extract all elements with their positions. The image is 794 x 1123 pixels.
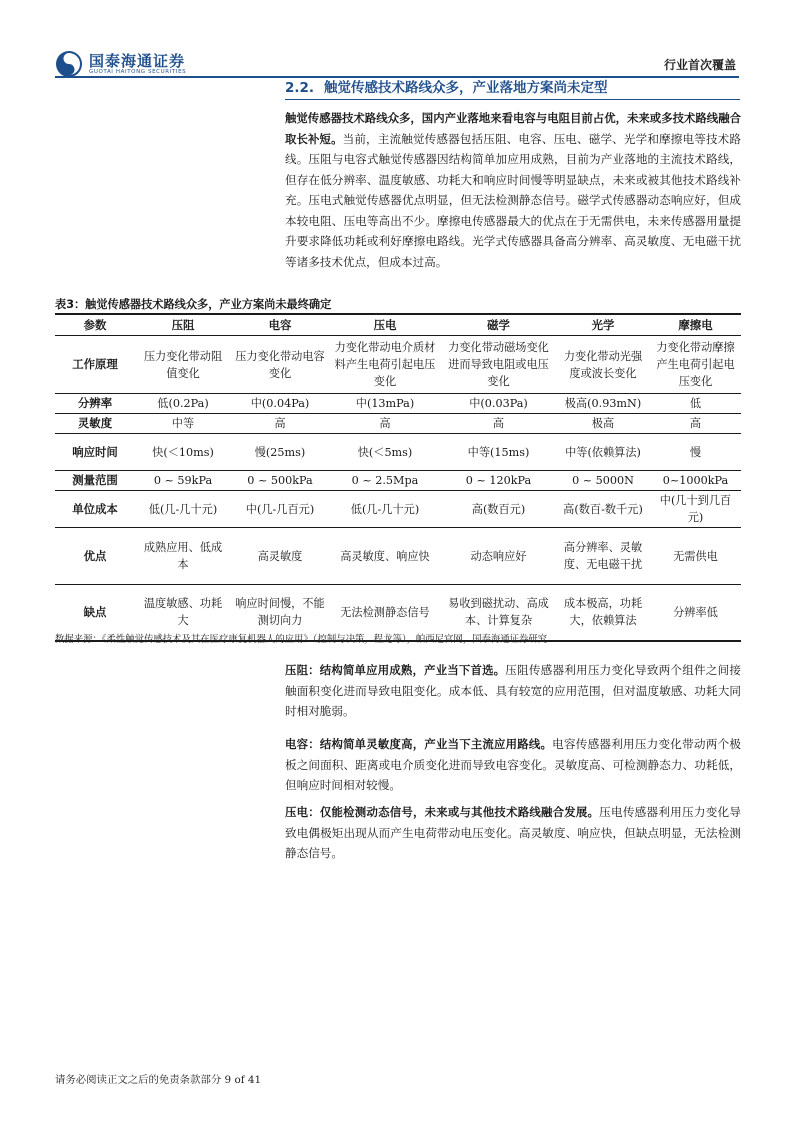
table-cell: 快(＜5ms) bbox=[357, 445, 413, 459]
section-divider bbox=[285, 99, 740, 100]
table-cell: 无法检测静态信号 bbox=[340, 605, 430, 619]
table-row bbox=[55, 336, 741, 394]
table-cell: 高 bbox=[492, 417, 505, 430]
row-label: 响应时间 bbox=[72, 444, 118, 459]
report-type-label: 行业首次覆盖 bbox=[663, 58, 736, 72]
table-cell: 分辨率低 bbox=[673, 605, 718, 619]
intro-paragraph bbox=[285, 108, 741, 272]
table-row bbox=[55, 528, 741, 585]
table-cell: 高(数百-数千元) bbox=[563, 502, 643, 516]
page-header bbox=[0, 0, 794, 80]
column-header: 参数 bbox=[55, 314, 135, 336]
table-cell: 压力变化带动电容变化 bbox=[235, 349, 325, 380]
table-cell: 快(＜10ms) bbox=[152, 445, 214, 459]
table-cell: 中(几十到几百元) bbox=[659, 494, 732, 524]
table-cell: 低(0.2Pa) bbox=[157, 397, 209, 410]
table-cell: 温度敏感、功耗大 bbox=[143, 597, 223, 628]
table-cell: 低(几-几十元) bbox=[350, 502, 420, 516]
detail-lead: 电容：结构简单灵敏度高，产业当下主流应用路线。 bbox=[285, 737, 553, 751]
column-header: 压阻 bbox=[135, 314, 231, 336]
table-row bbox=[55, 434, 741, 471]
logo-mark-icon bbox=[55, 50, 83, 78]
detail-body: 电容传感器利用压力变化带动两个极板之间面积、距离或电介质变化进而导致电容变化。灵敏度高、可检测静态力、功耗低，但响应时间相对较慢。 bbox=[285, 737, 741, 792]
row-label: 优点 bbox=[83, 548, 107, 563]
table-cell: 高灵敏度、响应快 bbox=[340, 549, 430, 563]
section-number: 2.2. bbox=[285, 80, 315, 96]
table-cell: 慢(25ms) bbox=[254, 445, 306, 459]
table-cell: 中(13mPa) bbox=[355, 397, 415, 410]
table-cell: 易收到磁扰动、高成本、计算复杂 bbox=[448, 597, 549, 628]
detail-paragraph-piezoresistive bbox=[285, 660, 741, 722]
intro-lead: 触觉传感器技术路线众多，国内产业落地来看电容与电阻目前占优，未来或多技术路线融合取长补短。 bbox=[285, 111, 741, 146]
table-cell: 中(几-几百元) bbox=[245, 502, 315, 516]
table-cell: 高(数百元) bbox=[471, 502, 526, 516]
table-source-note: 数据来源：《柔性触觉传感技术及其在医疗康复机器人的应用》（控制与决策，程龙等），帕西尼官网，国泰海通证券研究 bbox=[55, 634, 548, 645]
row-label: 灵敏度 bbox=[77, 416, 113, 430]
logo-name-zh: 国泰海通证券 bbox=[89, 51, 186, 70]
row-label: 缺点 bbox=[83, 604, 107, 619]
column-header: 摩擦电 bbox=[650, 314, 741, 336]
intro-body: 当前，主流触觉传感器包括压阻、电容、压电、磁学、光学和摩擦电等技术路线。压阻与电容式触觉传感器因结构简单加应用成熟，目前为产业落地的主流技术路线，但存在低分辨率、温度敏感、功耗大和响应时间慢等明显缺点，未来或被其他技术路线补充。压电式触觉传感器优点明显，但无法检测静态信号。磁学式传感器动态响应好，但成本较电阻、压电等高出不少。摩擦电传感器最大的优点在于无需供电，未来传感器用量提升要求降低功耗或利好摩擦电路线。光学式传感器具备高分辨率、高灵敏度、无电磁干扰等诸多技术优点，但成本过高。 bbox=[285, 131, 741, 269]
page-footer: 请务必阅读正文之后的免责条款部分 9 of 41 bbox=[55, 1074, 262, 1086]
table-cell: 中等(依赖算法) bbox=[565, 445, 641, 459]
table-cell: 0 ~ 500kPa bbox=[247, 474, 313, 487]
table-cell: 0 ~ 59kPa bbox=[153, 474, 213, 487]
row-label: 单位成本 bbox=[72, 501, 118, 516]
table-cell: 力变化带动磁场变化进而导致电阻或电压变化 bbox=[448, 341, 549, 388]
table-cell: 成熟应用、低成本 bbox=[143, 541, 223, 571]
section-heading bbox=[285, 76, 740, 96]
table-row bbox=[55, 394, 741, 414]
detail-lead: 压阻：结构简单应用成熟，产业当下首选。 bbox=[285, 663, 506, 677]
detail-body: 压阻传感器利用压力变化导致两个组件之间接触面积变化进而导致电阻变化。成本低、具有较宽的应用范围，但对温度敏感、功耗大同时相对脆弱。 bbox=[285, 663, 741, 718]
row-label: 分辨率 bbox=[77, 396, 113, 410]
table-cell: 力变化带动摩擦产生电荷引起电压变化 bbox=[656, 341, 735, 388]
row-label: 测量范围 bbox=[72, 473, 118, 487]
column-header: 电容 bbox=[231, 314, 329, 336]
detail-paragraph-capacitive bbox=[285, 734, 741, 796]
table-cell: 力变化带动光强度或波长变化 bbox=[563, 349, 643, 380]
table-cell: 高 bbox=[379, 417, 391, 430]
detail-paragraph-piezoelectric bbox=[285, 802, 741, 864]
row-label: 工作原理 bbox=[72, 357, 118, 371]
table-cell: 0 ~ 5000N bbox=[572, 474, 634, 487]
section-title: 触觉传感技术路线众多，产业落地方案尚未定型 bbox=[324, 80, 608, 96]
table-header-row bbox=[55, 314, 741, 336]
column-header: 压电 bbox=[329, 314, 441, 336]
table-cell: 高分辨率、灵敏度、无电磁干扰 bbox=[563, 541, 643, 571]
table-cell: 响应时间慢，不能测切向力 bbox=[235, 597, 325, 628]
table-cell: 压力变化带动阻值变化 bbox=[143, 349, 223, 380]
column-header: 光学 bbox=[556, 314, 650, 336]
table-cell: 力变化带动电介质材料产生电荷引起电压变化 bbox=[334, 341, 436, 388]
table-cell: 0 ~ 2.5Mpa bbox=[351, 474, 419, 487]
logo-name-en: GUOTAI HAITONG SECURITIES bbox=[89, 68, 187, 75]
column-header: 磁学 bbox=[441, 314, 556, 336]
table-cell: 极高(0.93mN) bbox=[564, 397, 642, 410]
table-cell: 低(几-几十元) bbox=[148, 502, 218, 516]
table-cell: 低 bbox=[689, 397, 702, 410]
table-cell: 成本极高，功耗大，依赖算法 bbox=[563, 597, 643, 628]
table-cell: 中等 bbox=[171, 417, 195, 430]
table-cell: 慢 bbox=[689, 445, 702, 459]
table-cell: 0 ~ 120kPa bbox=[465, 474, 532, 487]
table-cell: 高灵敏度 bbox=[257, 549, 303, 563]
table-cell: 高 bbox=[689, 417, 702, 430]
table-cell: 无需供电 bbox=[673, 549, 718, 563]
table-cell: 极高 bbox=[591, 417, 615, 430]
table-cell: 中(0.03Pa) bbox=[469, 397, 528, 410]
sensor-comparison-table bbox=[55, 313, 741, 642]
detail-lead: 压电：仅能检测动态信号，未来或与其他技术路线融合发展。 bbox=[285, 805, 600, 819]
table-cell: 高 bbox=[274, 417, 286, 430]
table-cell: 0~1000kPa bbox=[662, 474, 729, 487]
detail-body: 压电传感器利用压力变化导致电偶极矩出现从而产生电荷带动电压变化。高灵敏度、响应快，但缺点明显，无法检测静态信号。 bbox=[285, 805, 741, 860]
table-row bbox=[55, 471, 741, 491]
company-logo bbox=[55, 50, 186, 78]
table-cell: 中等(15ms) bbox=[467, 445, 530, 459]
table-title: 表3：触觉传感器技术路线众多，产业方案尚未最终确定 bbox=[55, 298, 332, 311]
table-row bbox=[55, 414, 741, 434]
table-cell: 中(0.04Pa) bbox=[250, 397, 310, 410]
table-row bbox=[55, 491, 741, 528]
table-cell: 动态响应好 bbox=[470, 549, 527, 563]
